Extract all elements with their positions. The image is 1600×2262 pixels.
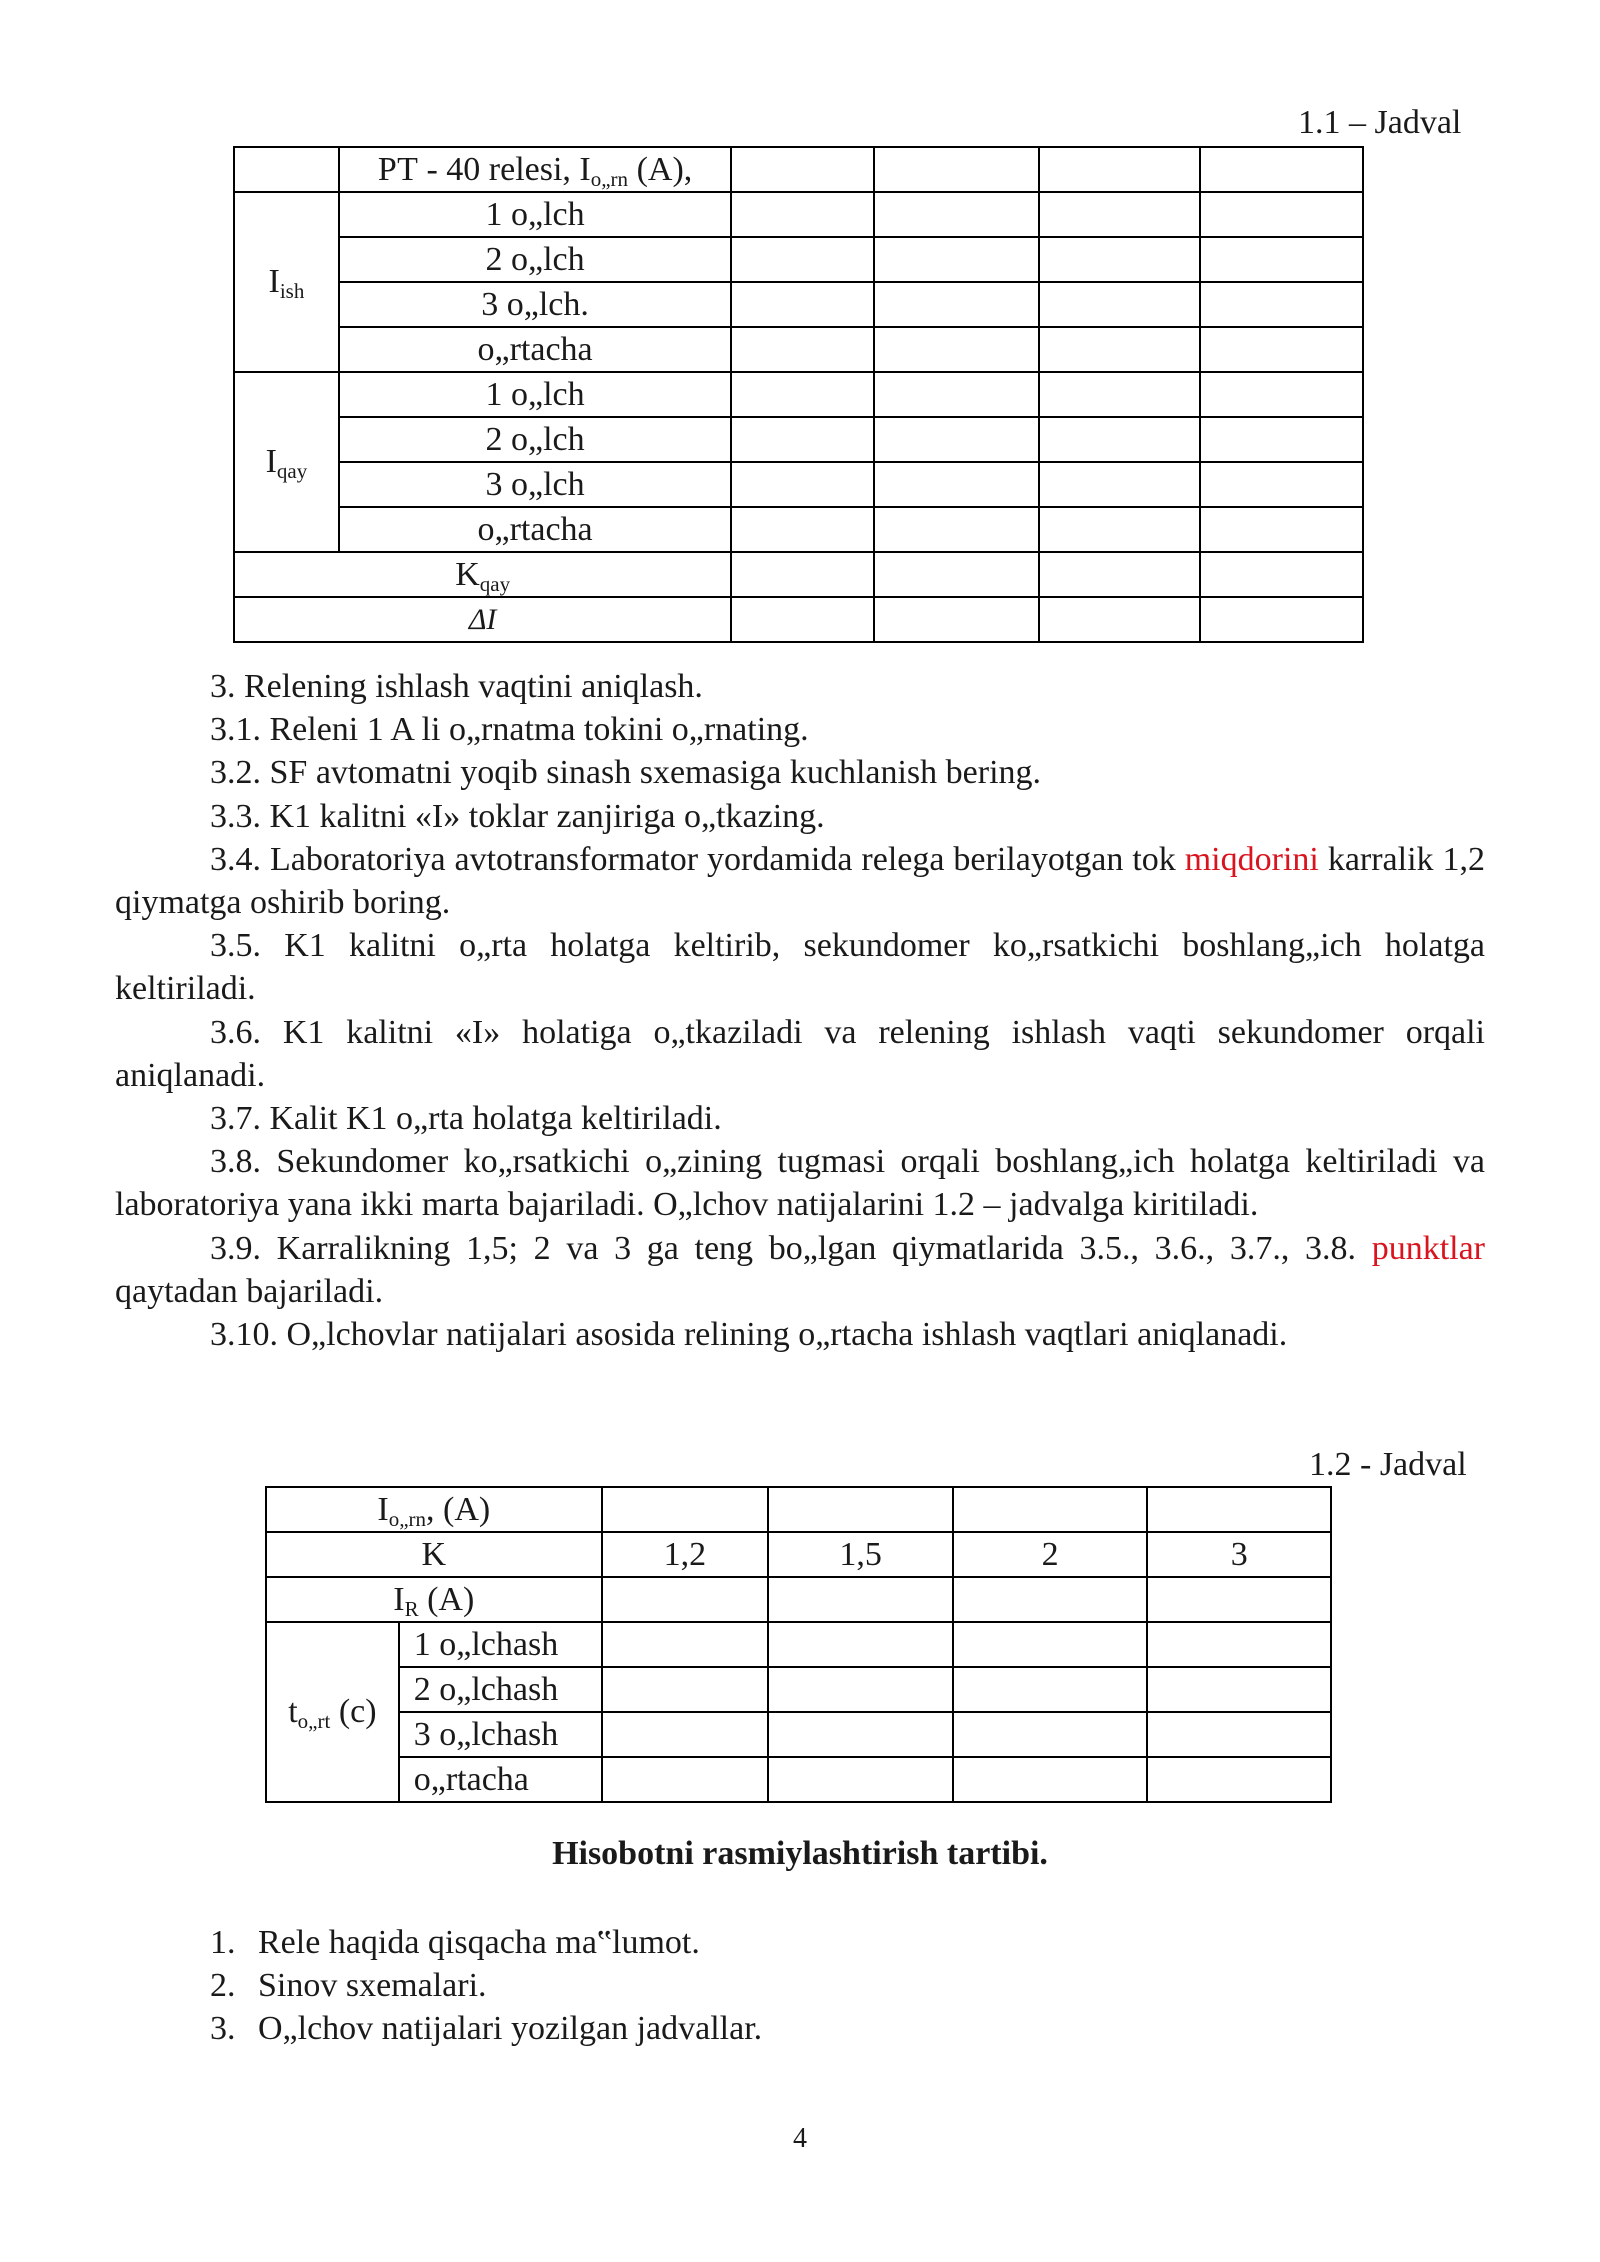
table-row: [266, 1667, 1331, 1712]
highlight-text: miqdorini: [1184, 840, 1319, 878]
k-value-cell: 3: [1147, 1532, 1331, 1577]
k-value-cell: 1,2: [602, 1532, 769, 1577]
page-number: 4: [793, 2123, 807, 2154]
table-row: [234, 237, 1363, 282]
step-3-10: 3.10. O„lchovlar natijalari asosida relining o„rtacha ishlash vaqtlari aniqlanadi.: [210, 1316, 1288, 1354]
highlight-text: punktlar: [1371, 1229, 1485, 1267]
step-3-6: 3.6. K1 kalitni «I» holatiga o„tkaziladi va relening ishlash vaqti sekundomer orqali aniqlanadi.: [115, 1013, 1485, 1094]
measurement-label: 1 o„lch: [339, 372, 731, 417]
table-row: [234, 282, 1363, 327]
list-item: 3. O„lchov natijalari yozilgan jadvallar.: [210, 2010, 763, 2048]
table-row: [266, 1757, 1331, 1802]
report-heading: Hisobotni rasmiylashtirish tartibi.: [552, 1835, 1048, 1872]
table-row: [234, 462, 1363, 507]
table-row: [234, 327, 1363, 372]
measurement-label: o„rtacha: [399, 1757, 602, 1802]
table-1-1-caption: 1.1 – Jadval: [1298, 104, 1462, 141]
step-3-8: 3.8. Sekundomer ko„rsatkichi o„zining tugmasi orqali boshlang„ich holatga keltiriladi va laboratoriya yana ikki marta bajariladi. O„lchov natijalarini 1.2 – jadvalga kiritiladi.: [115, 1143, 1485, 1224]
step-3-1: 3.1. Releni 1 A li o„rnatma tokini o„rnating.: [210, 711, 809, 749]
report-list: [210, 1921, 762, 2051]
k-value-cell: 2: [953, 1532, 1148, 1577]
table-row: [266, 1577, 1331, 1622]
measurement-label: 3 o„lchash: [399, 1712, 602, 1757]
table-row: [234, 372, 1363, 417]
k-label-cell: K: [266, 1532, 602, 1577]
step-3-2: 3.2. SF avtomatni yoqib sinash sxemasiga kuchlanish bering.: [210, 754, 1042, 792]
measurement-label: 2 o„lch: [339, 237, 731, 282]
step-3-4: 3.4. Laboratoriya avtotransformator yordamida relega berilayotgan tok miqdorini karralik 1,2 qiymatga oshirib boring.: [115, 840, 1485, 922]
relay-header-cell: РТ - 40 relesi, $I_{o„rn}$ (A),: [339, 147, 731, 192]
i-qay-label-cell: $I_{qay}$: [234, 372, 339, 552]
table-row: [234, 147, 1363, 192]
table-row: [266, 1712, 1331, 1757]
table-row: [234, 552, 1363, 597]
step-3-9: 3.9. Karralikning 1,5; 2 va 3 ga teng bo„lgan qiymatlarida 3.5., 3.6., 3.7., 3.8. punktlar qaytadan bajariladi.: [115, 1229, 1485, 1310]
measurement-label: 3 o„lch.: [339, 282, 731, 327]
i-ish-label-cell: $I_{ish}$: [234, 192, 339, 372]
measurement-label: 3 o„lch: [339, 462, 731, 507]
i-r-label-cell: $I_R$ (A): [266, 1577, 602, 1622]
measurement-label: 1 o„lchash: [399, 1622, 602, 1667]
table-row: [234, 192, 1363, 237]
k-value-cell: 1,5: [768, 1532, 953, 1577]
measurement-label: 1 o„lch: [339, 192, 731, 237]
step-3-3: 3.3. K1 kalitni «I» toklar zanjiriga o„tkazing.: [210, 797, 825, 835]
table-row: [234, 507, 1363, 552]
table-row: [266, 1487, 1331, 1532]
table-1-2-caption: 1.2 - Jadval: [1309, 1446, 1467, 1483]
t-ort-label-cell: $t_{o„rt}$ (c): [266, 1622, 399, 1802]
measurement-label: o„rtacha: [339, 507, 731, 552]
step-3-5: 3.5. K1 kalitni o„rta holatga keltirib, sekundomer ko„rsatkichi boshlang„ich holatga keltiriladi.: [115, 927, 1485, 1008]
table-row: [266, 1622, 1331, 1667]
table-1-2: [265, 1486, 1332, 1803]
table-row: [266, 1532, 1331, 1577]
measurement-label: 2 o„lch: [339, 417, 731, 462]
list-item: 1. Rele haqida qisqacha ma‟lumot.: [210, 1924, 700, 1961]
table-1-1: [233, 146, 1364, 643]
k-qay-label-cell: $K_{qay}$: [234, 552, 731, 597]
procedure-steps: [115, 665, 1485, 1356]
measurement-label: o„rtacha: [339, 327, 731, 372]
step-3-7: 3.7. Kalit K1 o„rta holatga keltiriladi.: [210, 1100, 722, 1138]
table-row: [234, 597, 1363, 642]
delta-i-label-cell: ΔI: [234, 597, 731, 642]
table-row: [234, 417, 1363, 462]
measurement-label: 2 o„lchash: [399, 1667, 602, 1712]
step-3: 3. Relening ishlash vaqtini aniqlash.: [210, 668, 703, 705]
list-item: 2. Sinov sxemalari.: [210, 1967, 487, 2005]
i-orn-label-cell: $I_{o„rn}$, (A): [266, 1487, 602, 1532]
